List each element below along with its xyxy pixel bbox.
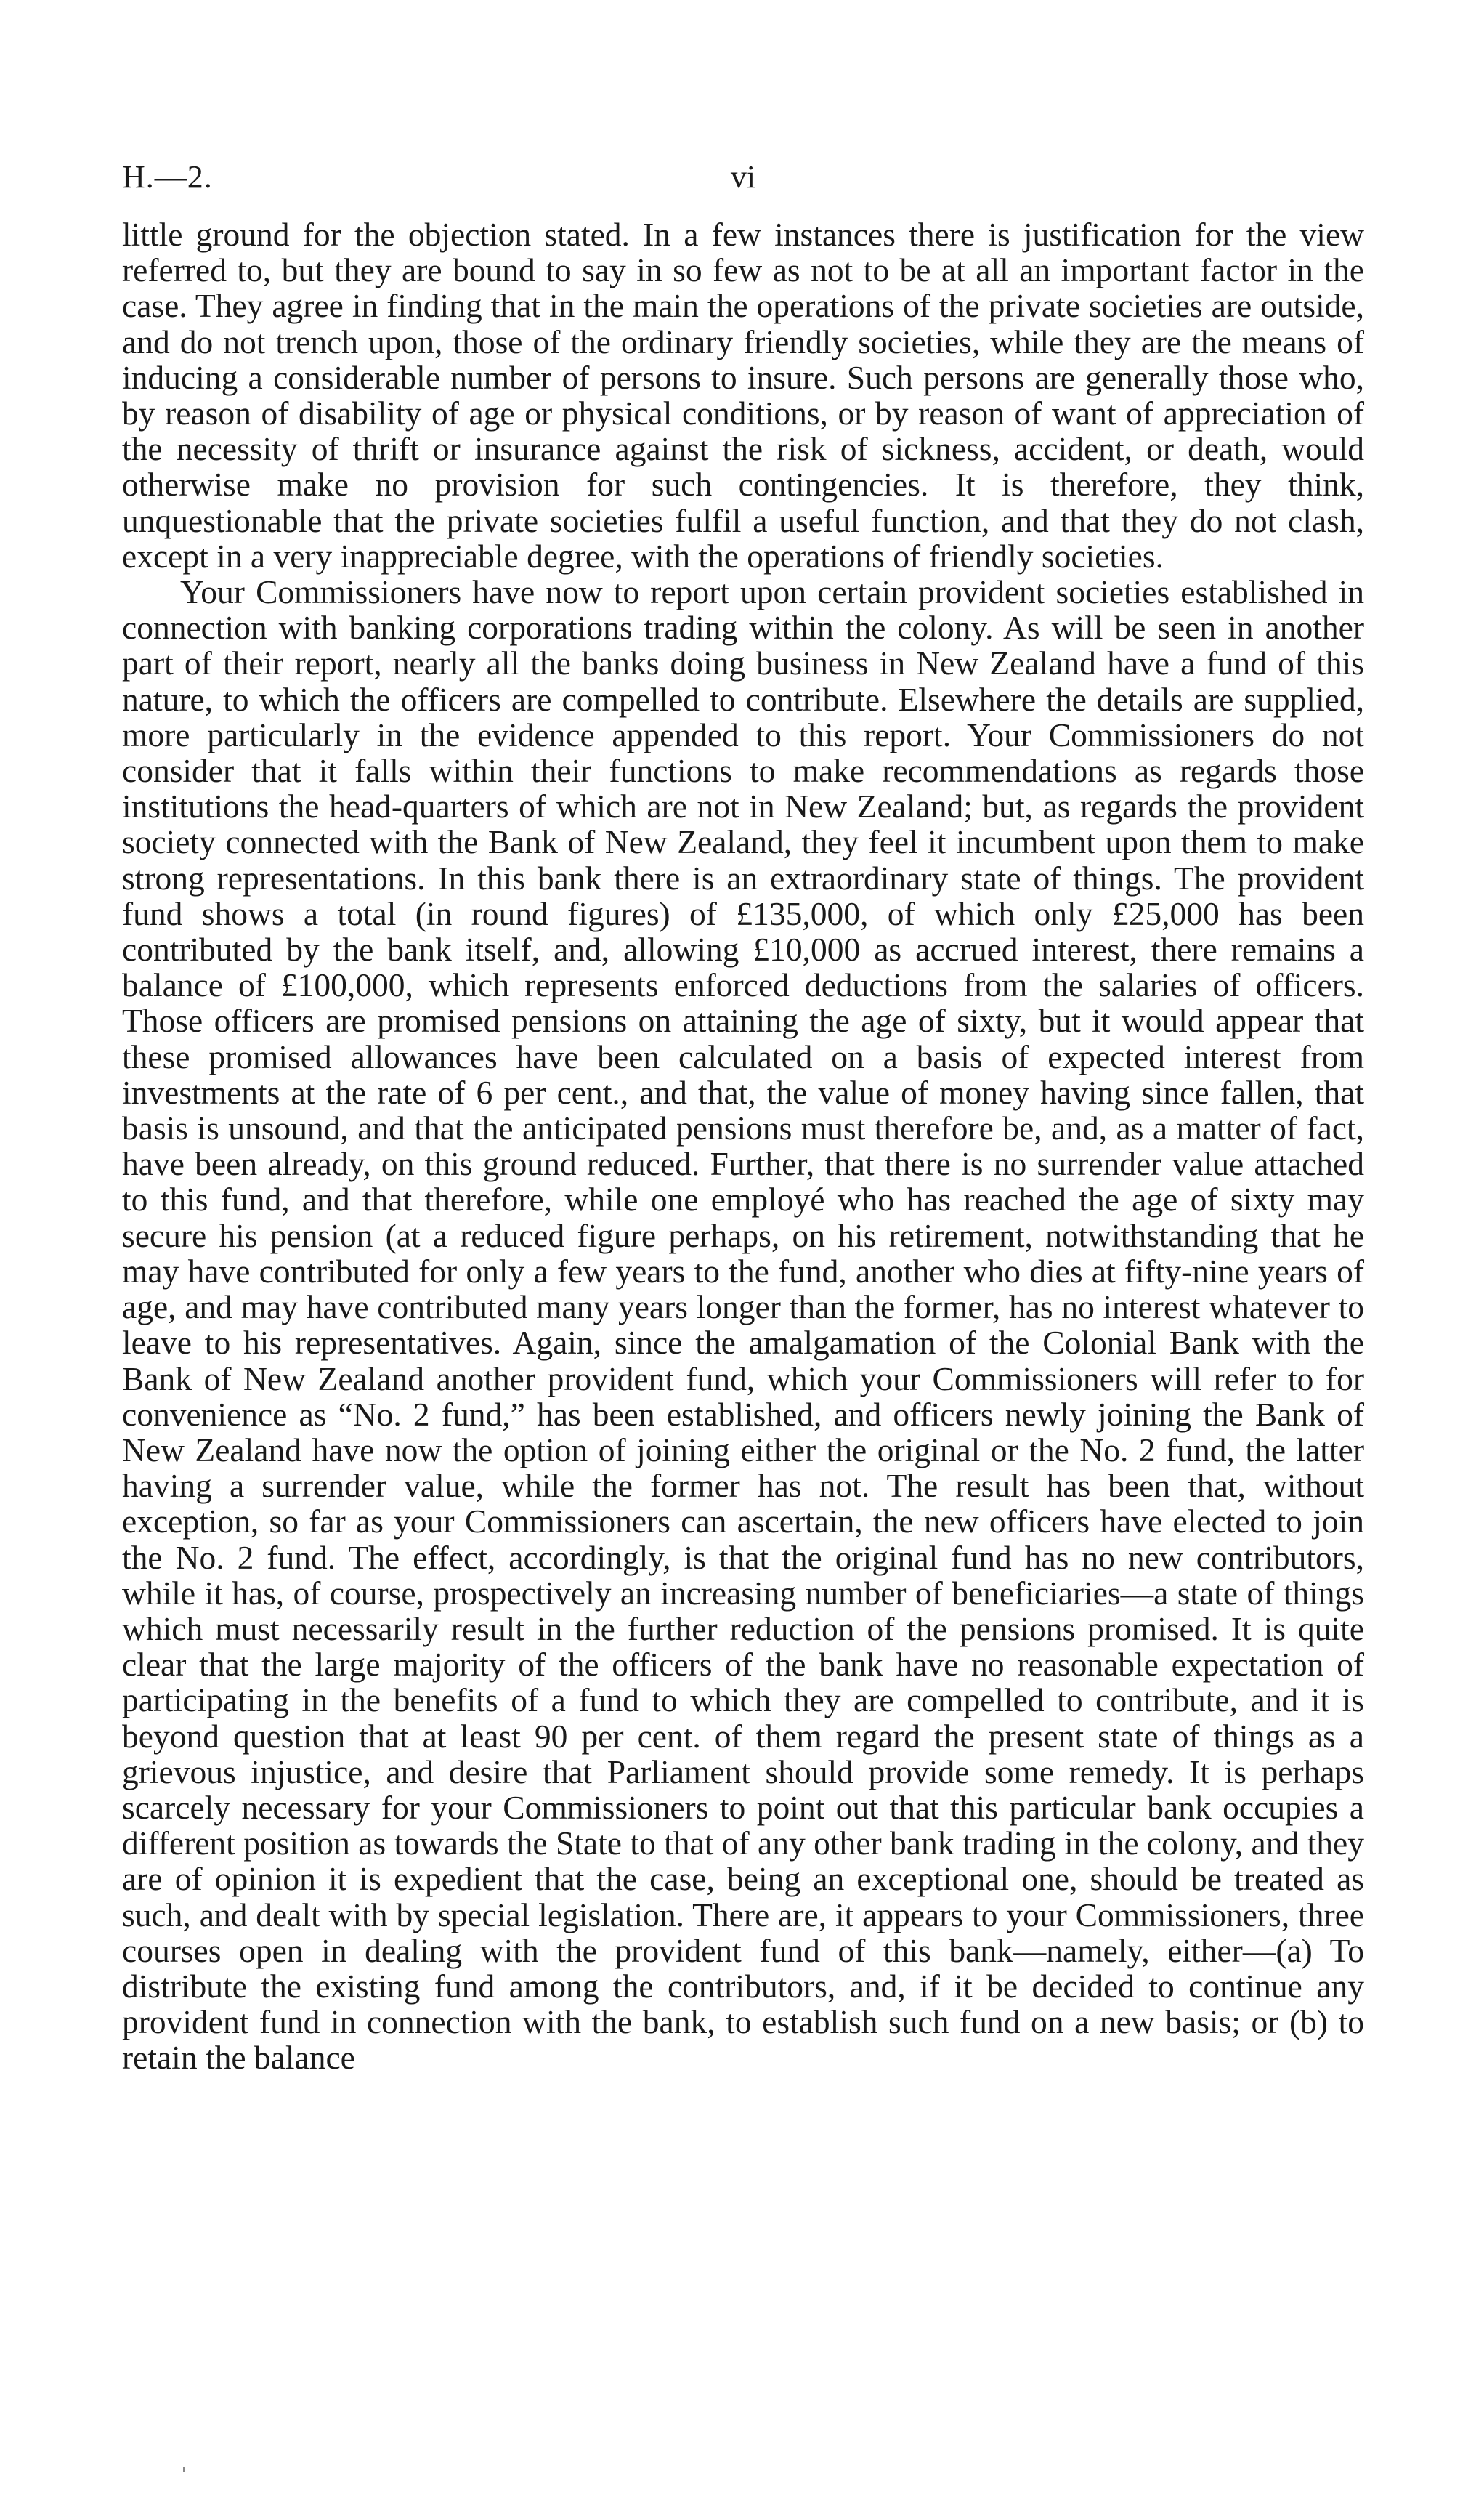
document-reference: H.—2. xyxy=(122,159,213,195)
page-header xyxy=(122,158,1364,202)
paragraph-provident-societies: Your Commissioners have now to report upon certain provident societies established in connection with banking corporations trading within the colony. As will be seen in another part of their report, nearly all the banks doing business in New Zealand have a fund of this nature, to which the officers are compelled to contribute. Elsewhere the details are supplied, more particularly in the evidence appended to this report. Your Commissioners do not consider that it falls within their functions to make recommendations as regards those institutions the head-quarters of which are not in New Zealand; but, as regards the provident society connected with the Bank of New Zealand, they feel it incumbent upon them to make strong representations. In this bank there is an extraordinary state of things. The provident fund shows a total (in round figures) of £135,000, of which only £25,000 has been contributed by the bank itself, and, allowing £10,000 as accrued interest, there remains a balance of £100,000, which represents enforced deductions from the salaries of officers. Those officers are promised pensions on attaining the age of sixty, but it would appear that these promised allowances have been calculated on a basis of expected interest from investments at the rate of 6 per cent., and that, the value of money having since fallen, that basis is unsound, and that the anticipated pensions must therefore be, and, as a matter of fact, have been already, on this ground reduced. Further, that there is no surrender value attached to this fund, and that therefore, while one employé who has reached the age of sixty may secure his pension (at a reduced figure perhaps, on his retirement, notwithstanding that he may have contributed for only a few years to the fund, another who dies at fifty-nine years of age, and may have contributed many years longer than the former, has no interest whatever to leave to his representatives. Again, since the amalgamation of the Colonial Bank with the Bank of New Zealand another provident fund, which your Commissioners will refer to for convenience as “No. 2 fund,” has been established, and officers newly joining the Bank of New Zealand have now the option of joining either the original or the No. 2 fund, the latter having a surrender value, while the former has not. The result has been that, without exception, so far as your Commissioners can ascertain, the new officers have elected to join the No. 2 fund. The effect, accordingly, is that the original fund has no new contributors, while it has, of course, prospectively an increasing number of beneficiaries—a state of things which must necessarily result in the further reduction of the pensions promised. It is quite clear that the large majority of the officers of the bank have no reasonable expectation of participating in the benefits of a fund to which they are compelled to contribute, and it is beyond question that at least 90 per cent. of them regard the present state of things as a grievous injustice, and desire that Parliament should provide some remedy. It is perhaps scarcely necessary for your Commissioners to point out that this particular bank occupies a different position as towards the State to that of any other bank trading in the colony, and they are of opinion it is expedient that the case, being an exceptional one, should be treated as such, and dealt with by special legislation. There are, it appears to your Commissioners, three courses open in dealing with the provident fund of this bank—namely, either—(a) To distribute the existing fund among the contributors, and, if it be decided to continue any provident fund in connection with the bank, to establish such fund on a new basis; or (b) to retain the balance xyxy=(122,573,1364,2077)
page-number: vi xyxy=(730,159,756,195)
report-body xyxy=(122,217,1364,2076)
scan-speck xyxy=(183,2467,185,2472)
paragraph-continuation: little ground for the objection stated. In a few instances there is justification for the view referred to, but they are bound to say in so few as not to be at all an important factor in the case. They agree in finding that in the main the operations of the private societies are outside, and do not trench upon, those of the ordinary friendly societies, while they are the means of inducing a considerable number of persons to insure. Such persons are generally those who, by reason of disability of age or physical conditions, or by reason of want of appreciation of the necessity of thrift or insurance against the risk of sickness, accident, or death, would otherwise make no provision for such contingencies. It is therefore, they think, unquestionable that the private societies fulfil a useful function, and that they do not clash, except in a very inappreciable degree, with the operations of friendly societies. xyxy=(122,216,1364,575)
